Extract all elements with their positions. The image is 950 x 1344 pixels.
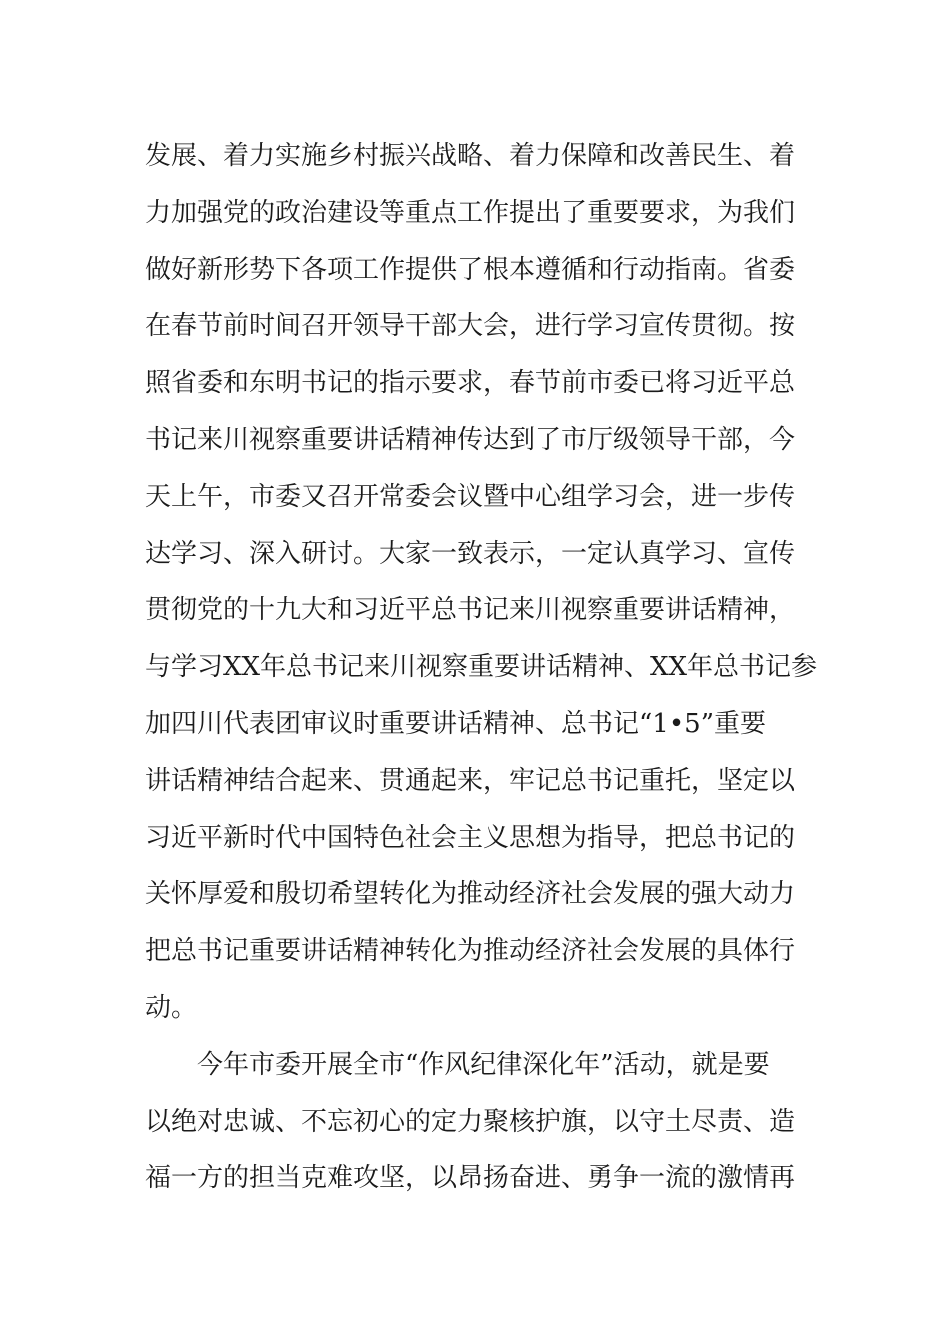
text-line: 在春节前时间召开领导干部大会，进行学习宣传贯彻。按 [145, 311, 796, 342]
text-line: 书记来川视察重要讲话精神传达到了市厅级领导干部，今 [145, 424, 796, 455]
paragraph-2 [145, 1037, 810, 1207]
text-line: 达学习、深入研讨。大家一致表示，一定认真学习、宣传 [145, 538, 796, 569]
text-line: 天上午，市委又召开常委会议暨中心组学习会，进一步传 [145, 481, 796, 512]
text-line: 做好新形势下各项工作提供了根本遵循和行动指南。省委 [145, 254, 796, 285]
text-line: 发展、着力实施乡村振兴战略、着力保障和改善民生、着 [145, 141, 796, 171]
text-line: 讲话精神结合起来、贯通起来，牢记总书记重托，坚定以 [145, 765, 796, 796]
body-text [145, 128, 818, 1207]
text-line: 把总书记重要讲话精神转化为推动经济社会发展的具体行 [145, 936, 796, 967]
text-line: 福一方的担当克难攻坚，以昂扬奋进、勇争一流的激情再 [145, 1163, 796, 1194]
text-line: 加四川代表团审议时重要讲话精神、总书记“1•5”重要 [145, 708, 767, 739]
paragraph-1 [145, 128, 818, 1037]
text-line: 力加强党的政治建设等重点工作提出了重要要求，为我们 [145, 197, 796, 228]
text-line: 习近平新时代中国特色社会主义思想为指导，把总书记的 [145, 822, 796, 853]
text-line: 照省委和东明书记的指示要求，春节前市委已将习近平总 [145, 368, 796, 399]
text-line: 与学习XX年总书记来川视察重要讲话精神、XX年总书记参 [145, 652, 818, 683]
text-line: 贯彻党的十九大和习近平总书记来川视察重要讲话精神， [145, 595, 796, 626]
text-line: 关怀厚爱和殷切希望转化为推动经济社会发展的强大动力 [145, 879, 796, 910]
text-line: 以绝对忠诚、不忘初心的定力聚核护旗，以守土尽责、造 [145, 1106, 796, 1137]
text-line: 动。 [145, 992, 198, 1023]
text-line-first-indented: 今年市委开展全市“作风纪律深化年”活动，就是要 [197, 1049, 770, 1080]
